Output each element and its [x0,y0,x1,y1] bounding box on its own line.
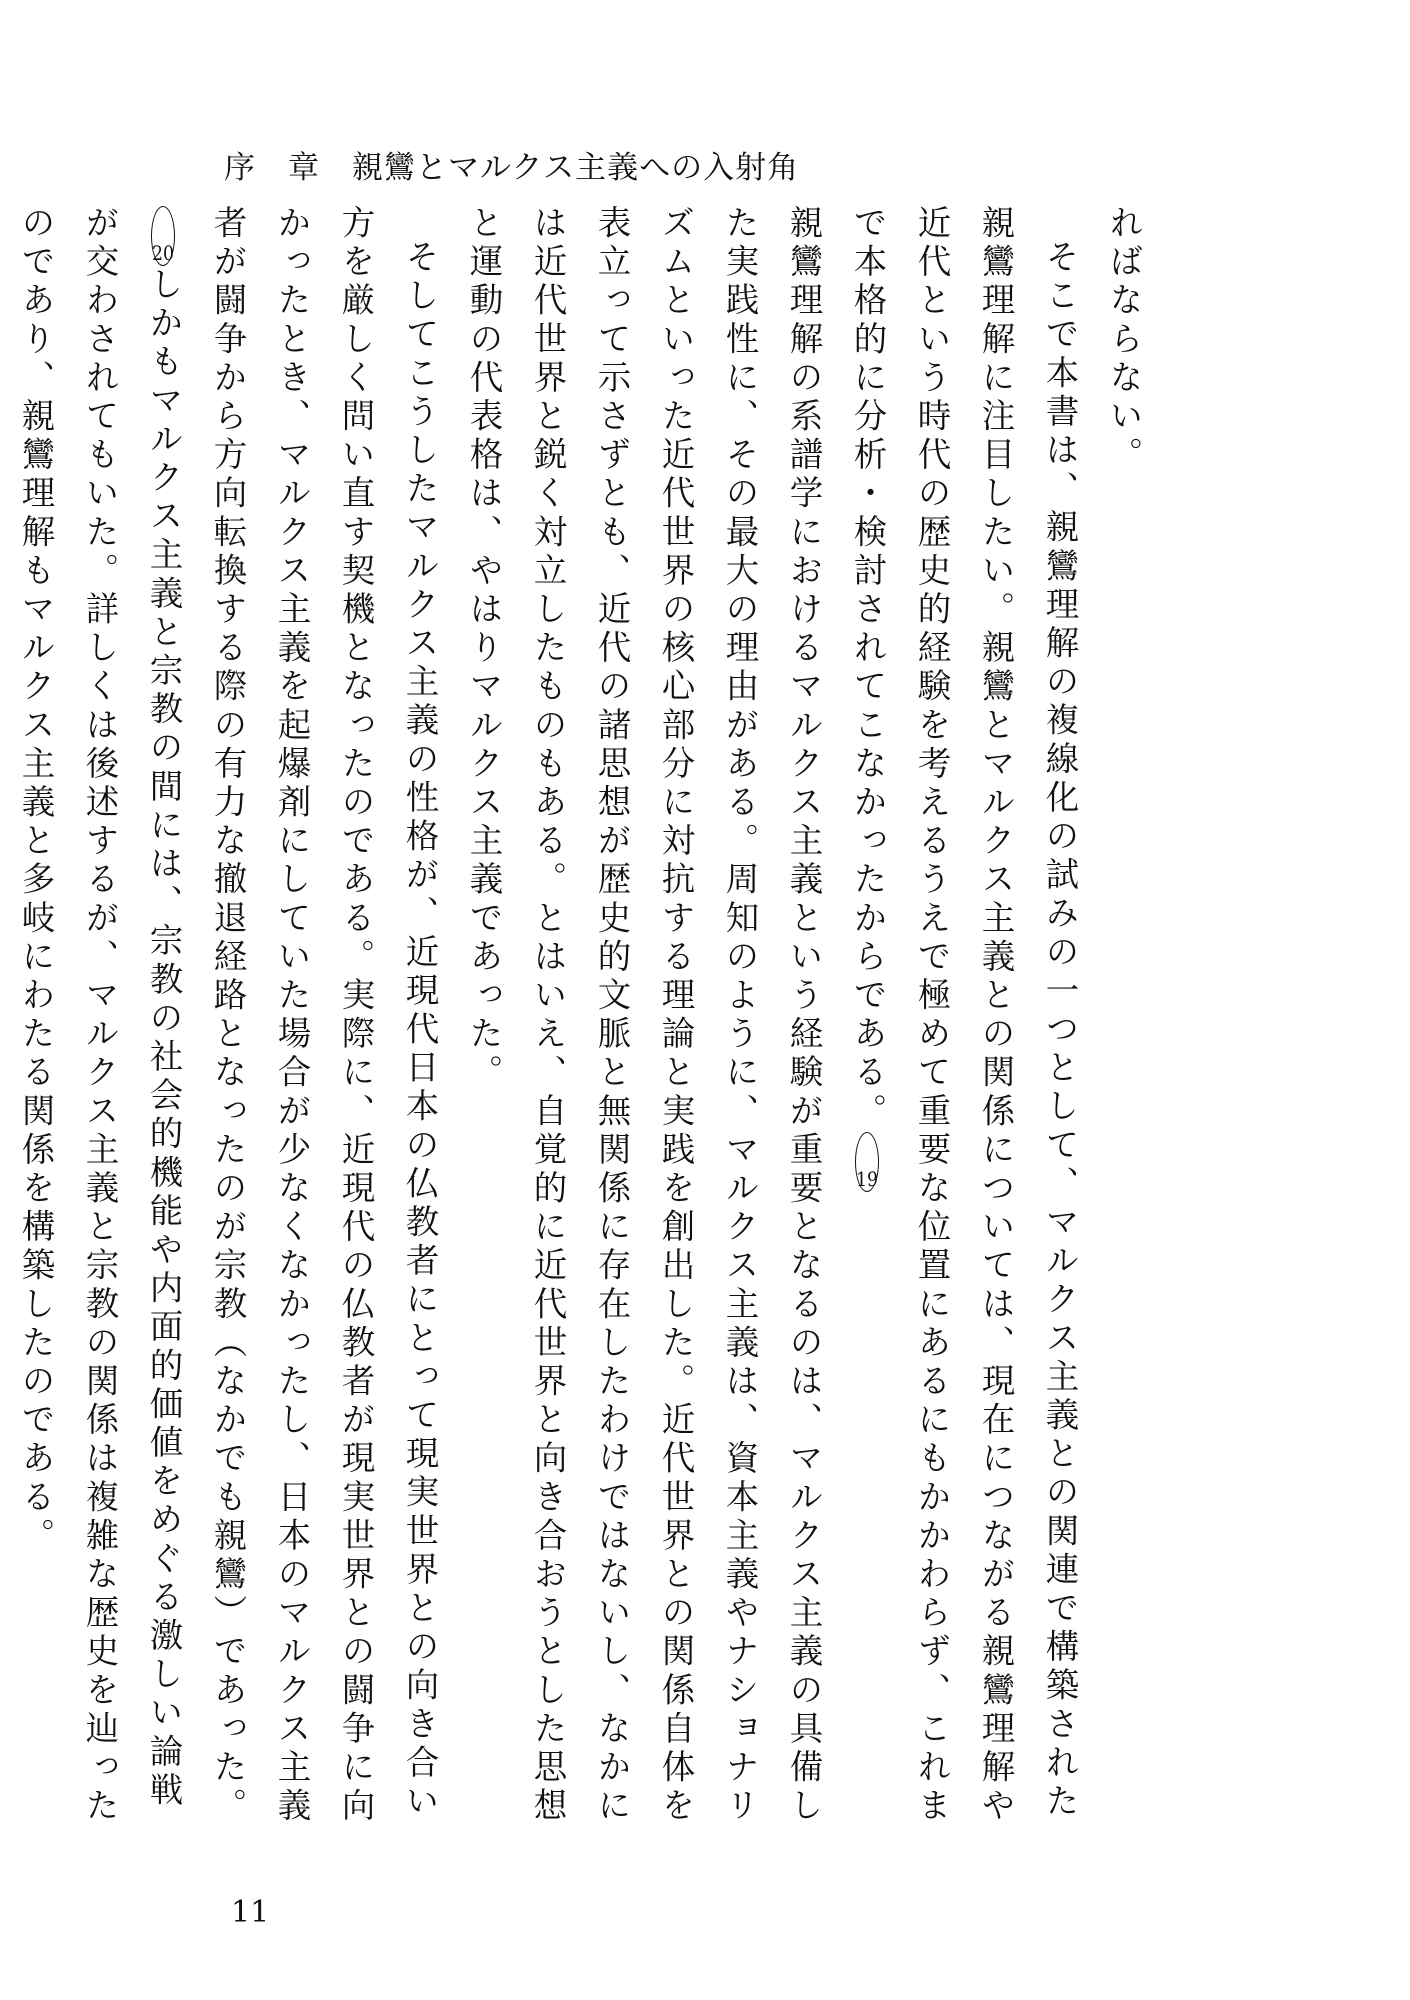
paragraph-text: ればならない。 [1104,205,1143,476]
paragraph-text: しかもマルクス主義と宗教の間には、宗教の社会的機能や内面的価値をめぐる激しい論戦が交わされてもいた。詳しくは後述するが、マルクス主義と宗教の関係は複雑な歴史を辿ったのであり、親鸞理解もマルクス主義と多岐にわたる関係を構築したのである。 [16,205,183,1827]
body-text [16,205,1155,1835]
paragraph [0,205,3,1835]
paragraph [451,205,835,1835]
running-head: 序 章 親鸞とマルクス主義への入射角 [224,150,800,186]
paragraph [3,205,451,1835]
paragraph [835,205,1091,1835]
footnote-marker-19[interactable]: 19 [855,1132,879,1192]
footnote-marker-20[interactable]: 20 [151,206,175,266]
page-number: 11 [231,1895,270,1930]
paragraph-text: そこで本書は、親鸞理解の複線化の試みの一つとして、マルクス主義との関連で構築された親鸞理解に注目したい。親鸞とマルクス主義との関係については、現在につながる親鸞理解や近代という時代の歴史的経験を考えるうえで極めて重要な位置にあるにもかかわらず、これまで本格的に分析・検討されてこなかったからである。 [848,205,1079,1827]
paragraph [1091,205,1155,1835]
paragraph-text: そしてこうしたマルクス主義の性格が、近現代日本の仏教者にとって現実世界との向き合い方を厳しく問い直す契機となったのである。実際に、近現代の仏教者が現実世界との闘争に向かったとき、マルクス主義を起爆剤にしていた場合が少なくなかったし、日本のマルクス主義者が闘争から方向転換する際の有力な撤退経路となったのが宗教（なかでも親鸞）であった。 [208,205,439,1827]
paragraph-text: 親鸞理解の系譜学におけるマルクス主義という経験が重要となるのは、マルクス主義の具備した実践性に、その最大の理由がある。周知のように、マルクス主義は、資本主義やナショナリズムといった近代世界の核心部分に対抗する理論と実践を創出した。近代世界との関係自体を表立って示さずとも、近代の諸思想が歴史的文脈と無関係に存在したわけではないし、なかには近代世界と鋭く対立したものもある。とはいえ、自覚的に近代世界と向き合おうとした思想と運動の代表格は、やはりマルクス主義であった。 [464,205,823,1827]
